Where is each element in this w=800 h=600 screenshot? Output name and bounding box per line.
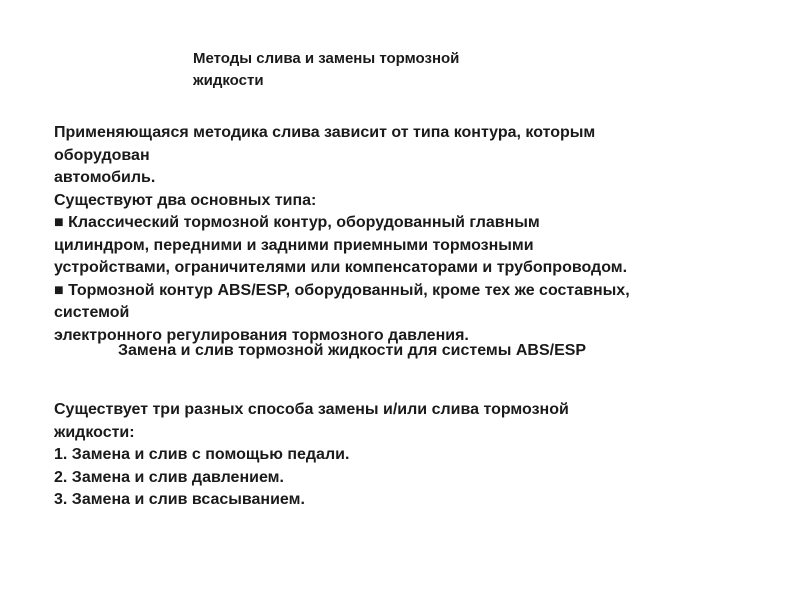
intro-line: ■ Тормозной контур ABS/ESP, оборудованный, кроме тех же составных, xyxy=(54,281,630,299)
intro-line: цилиндром, передними и задними приемными тормозными xyxy=(54,236,534,254)
slide-title xyxy=(193,48,573,92)
methods-line: 2. Замена и слив давлением. xyxy=(54,468,284,486)
methods-line: 3. Замена и слив всасыванием. xyxy=(54,491,305,508)
intro-paragraph xyxy=(54,122,779,347)
title-line: Методы слива и замены тормозной xyxy=(193,50,460,67)
intro-line: ■ Классический тормозной контур, оборудованный главным xyxy=(54,214,540,231)
methods-line: Существует три разных способа замены и/или слива тормозной xyxy=(54,401,569,418)
intro-line: электронного регулирования тормозного давления. xyxy=(54,326,469,344)
intro-line: Применяющаяся методика слива зависит от типа контура, которым xyxy=(54,124,596,141)
intro-line: автомобиль. xyxy=(54,169,156,186)
methods-line: жидкости: xyxy=(54,423,135,441)
methods-paragraph xyxy=(54,399,779,512)
intro-line: устройствами, ограничителями или компенсаторами и трубопроводом. xyxy=(54,259,628,276)
title-line: жидкости xyxy=(193,72,264,89)
intro-line: Существуют два основных типа: xyxy=(54,191,317,209)
methods-line: 1. Замена и слив с помощью педали. xyxy=(54,446,350,463)
intro-line: системой xyxy=(54,304,130,321)
intro-line: оборудован xyxy=(54,146,150,164)
overlay-heading: Замена и слив тормозной жидкости для системы ABS/ESP xyxy=(118,342,587,359)
